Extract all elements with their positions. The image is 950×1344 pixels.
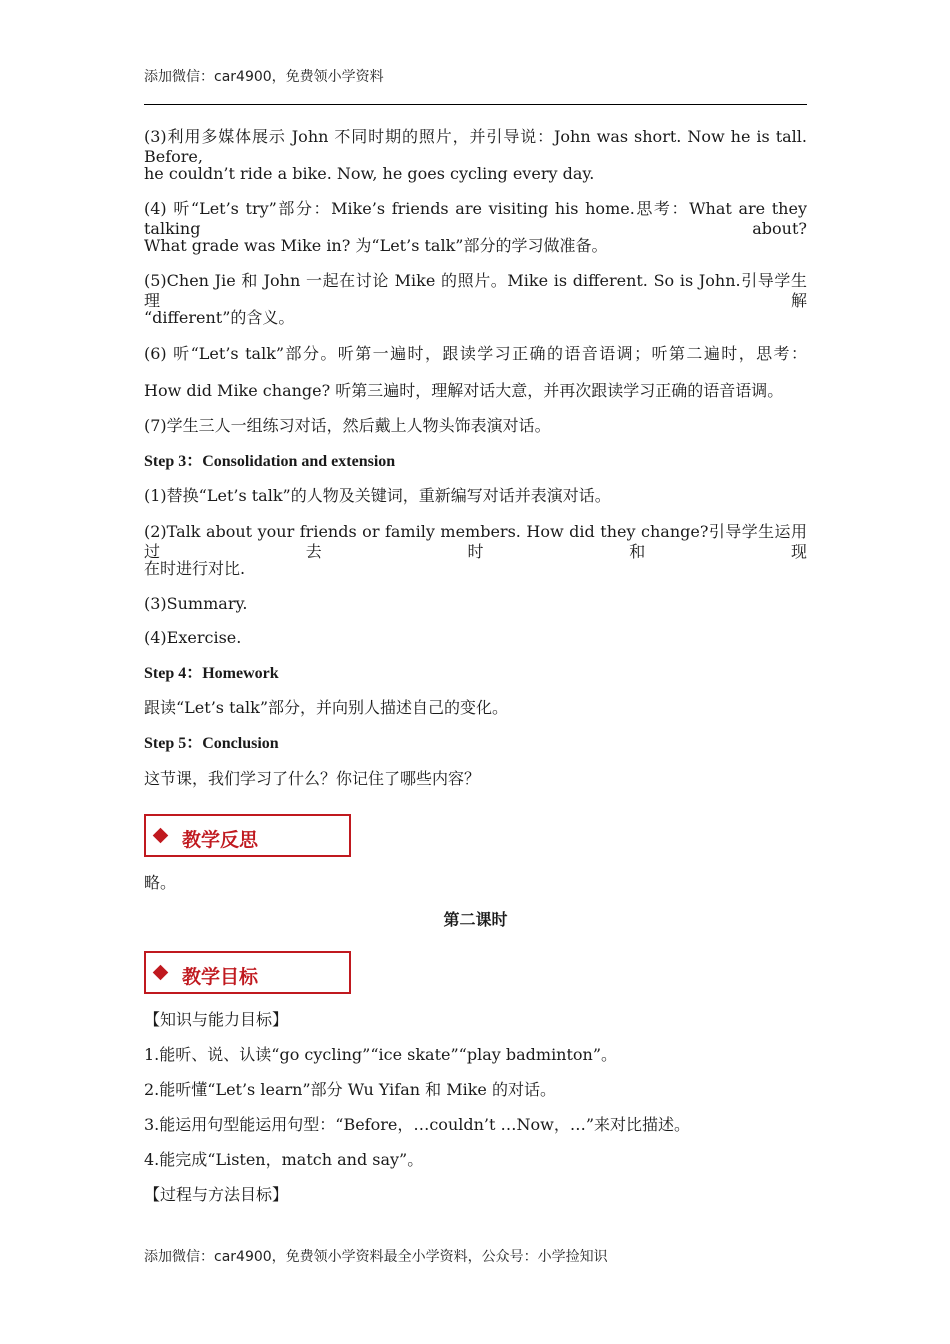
step-heading: Step 5：Conclusion	[144, 735, 279, 752]
section-title: 教学反思	[182, 829, 259, 851]
paragraph-line: “different”的含义。	[144, 308, 295, 327]
paragraph-line: (3)利用多媒体展示 John 不同时期的照片，并引导说：John was short. Now he is tall. Before,	[144, 127, 807, 166]
header-divider	[144, 104, 807, 105]
paragraph-line: (2)Talk about your friends or family members. How did they change?引导学生运用过去时和现	[144, 522, 807, 561]
diamond-icon	[153, 965, 169, 981]
section-title: 教学目标	[182, 966, 259, 988]
paragraph-line: 4.能完成“Listen，match and say”。	[144, 1150, 424, 1169]
section-box-reflection	[144, 814, 351, 857]
paragraph-line: (6) 听“Let’s talk”部分。听第一遍时，跟读学习正确的语音语调；听第二遍时，思考：	[144, 344, 807, 363]
step-heading: Step 4：Homework	[144, 665, 279, 682]
step-heading: Step 3：Consolidation and extension	[144, 453, 396, 470]
paragraph-line: (4) 听“Let’s try”部分：Mike’s friends are visiting his home.思考：What are they talking about?	[144, 199, 807, 238]
paragraph-line: 在时进行对比.	[144, 559, 246, 578]
paragraph-line: 略。	[144, 873, 177, 892]
paragraph-line: What grade was Mike in? 为“Let’s talk”部分的学习做准备。	[144, 236, 608, 255]
paragraph-line: How did Mike change? 听第三遍时，理解对话大意，并再次跟读学习正确的语音语调。	[144, 381, 784, 400]
paragraph-line: 【知识与能力目标】	[144, 1010, 289, 1029]
diamond-icon	[153, 828, 169, 844]
page-footer: 添加微信：car4900，免费领小学资料最全小学资料，公众号：小学捡知识	[144, 1249, 608, 1265]
paragraph-line: 这节课，我们学习了什么？你记住了哪些内容？	[144, 769, 481, 788]
paragraph-line: (4)Exercise.	[144, 628, 242, 647]
paragraph-line: 3.能运用句型能运用句型：“Before，…couldn’t …Now，…”来对比描述。	[144, 1115, 691, 1134]
lesson-heading: 第二课时	[443, 910, 508, 929]
page-header: 添加微信：car4900，免费领小学资料	[144, 69, 384, 85]
paragraph-line: (7)学生三人一组练习对话，然后戴上人物头饰表演对话。	[144, 416, 551, 435]
paragraph-line: 【过程与方法目标】	[144, 1185, 289, 1204]
section-box-goals	[144, 951, 351, 994]
paragraph-line: 2.能听懂“Let’s learn”部分 Wu Yifan 和 Mike 的对话。	[144, 1080, 556, 1099]
paragraph-line: 跟读“Let’s talk”部分，并向别人描述自己的变化。	[144, 698, 509, 717]
paragraph-line: (1)替换“Let’s talk”的人物及关键词，重新编写对话并表演对话。	[144, 486, 611, 505]
paragraph-line: he couldn’t ride a bike. Now, he goes cycling every day.	[144, 164, 595, 183]
paragraph-line: 1.能听、说、认读“go cycling”“ice skate”“play badminton”。	[144, 1045, 618, 1064]
paragraph-line: (5)Chen Jie 和 John 一起在讨论 Mike 的照片。Mike is different. So is John.引导学生理解	[144, 271, 807, 310]
paragraph-line: (3)Summary.	[144, 594, 248, 613]
